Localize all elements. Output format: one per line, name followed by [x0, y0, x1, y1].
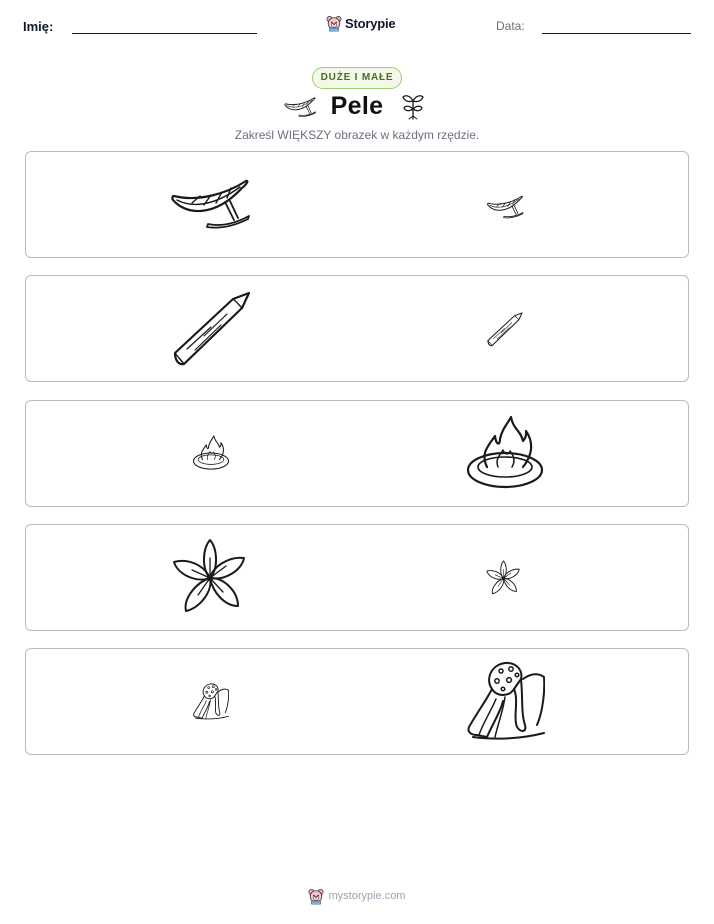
- page-title: Pele: [330, 92, 384, 120]
- name-label: Imię:: [23, 19, 54, 34]
- stick-icon[interactable]: [486, 312, 523, 347]
- footer-link[interactable]: mystorypie.com: [328, 890, 406, 902]
- comparison-row-stick: [25, 275, 689, 382]
- brand-name: Storypie: [345, 15, 396, 31]
- bear-logo-icon: [308, 888, 324, 905]
- page-footer: [0, 886, 714, 906]
- instruction-text: Zakreśl WIĘKSZY obrazek w każdym rzędzie.: [234, 128, 480, 142]
- brand-logo: [326, 14, 395, 32]
- worksheet-header: [0, 0, 714, 50]
- sprout-icon: [401, 92, 425, 120]
- comparison-row-fire-pit: [25, 400, 689, 507]
- title-row: [0, 92, 714, 124]
- comparison-row-lava-rock: [25, 648, 689, 755]
- name-field[interactable]: [72, 33, 257, 34]
- flower-icon[interactable]: [170, 538, 250, 618]
- canoe-icon[interactable]: [170, 178, 250, 230]
- bear-logo-icon: [326, 15, 342, 32]
- comparison-row-flower: [25, 524, 689, 631]
- canoe-icon[interactable]: [486, 195, 524, 219]
- lava-rock-icon[interactable]: [465, 661, 545, 741]
- fire-pit-icon[interactable]: [465, 415, 545, 491]
- category-badge: DUŻE I MAŁE: [312, 67, 402, 89]
- canoe-icon: [284, 96, 316, 118]
- fire-pit-icon[interactable]: [192, 435, 230, 471]
- date-field[interactable]: [542, 33, 691, 34]
- date-label: Data:: [496, 19, 525, 33]
- comparison-row-canoe: [25, 151, 689, 258]
- lava-rock-icon[interactable]: [192, 683, 229, 720]
- flower-icon[interactable]: [485, 560, 522, 597]
- stick-icon[interactable]: [171, 291, 251, 367]
